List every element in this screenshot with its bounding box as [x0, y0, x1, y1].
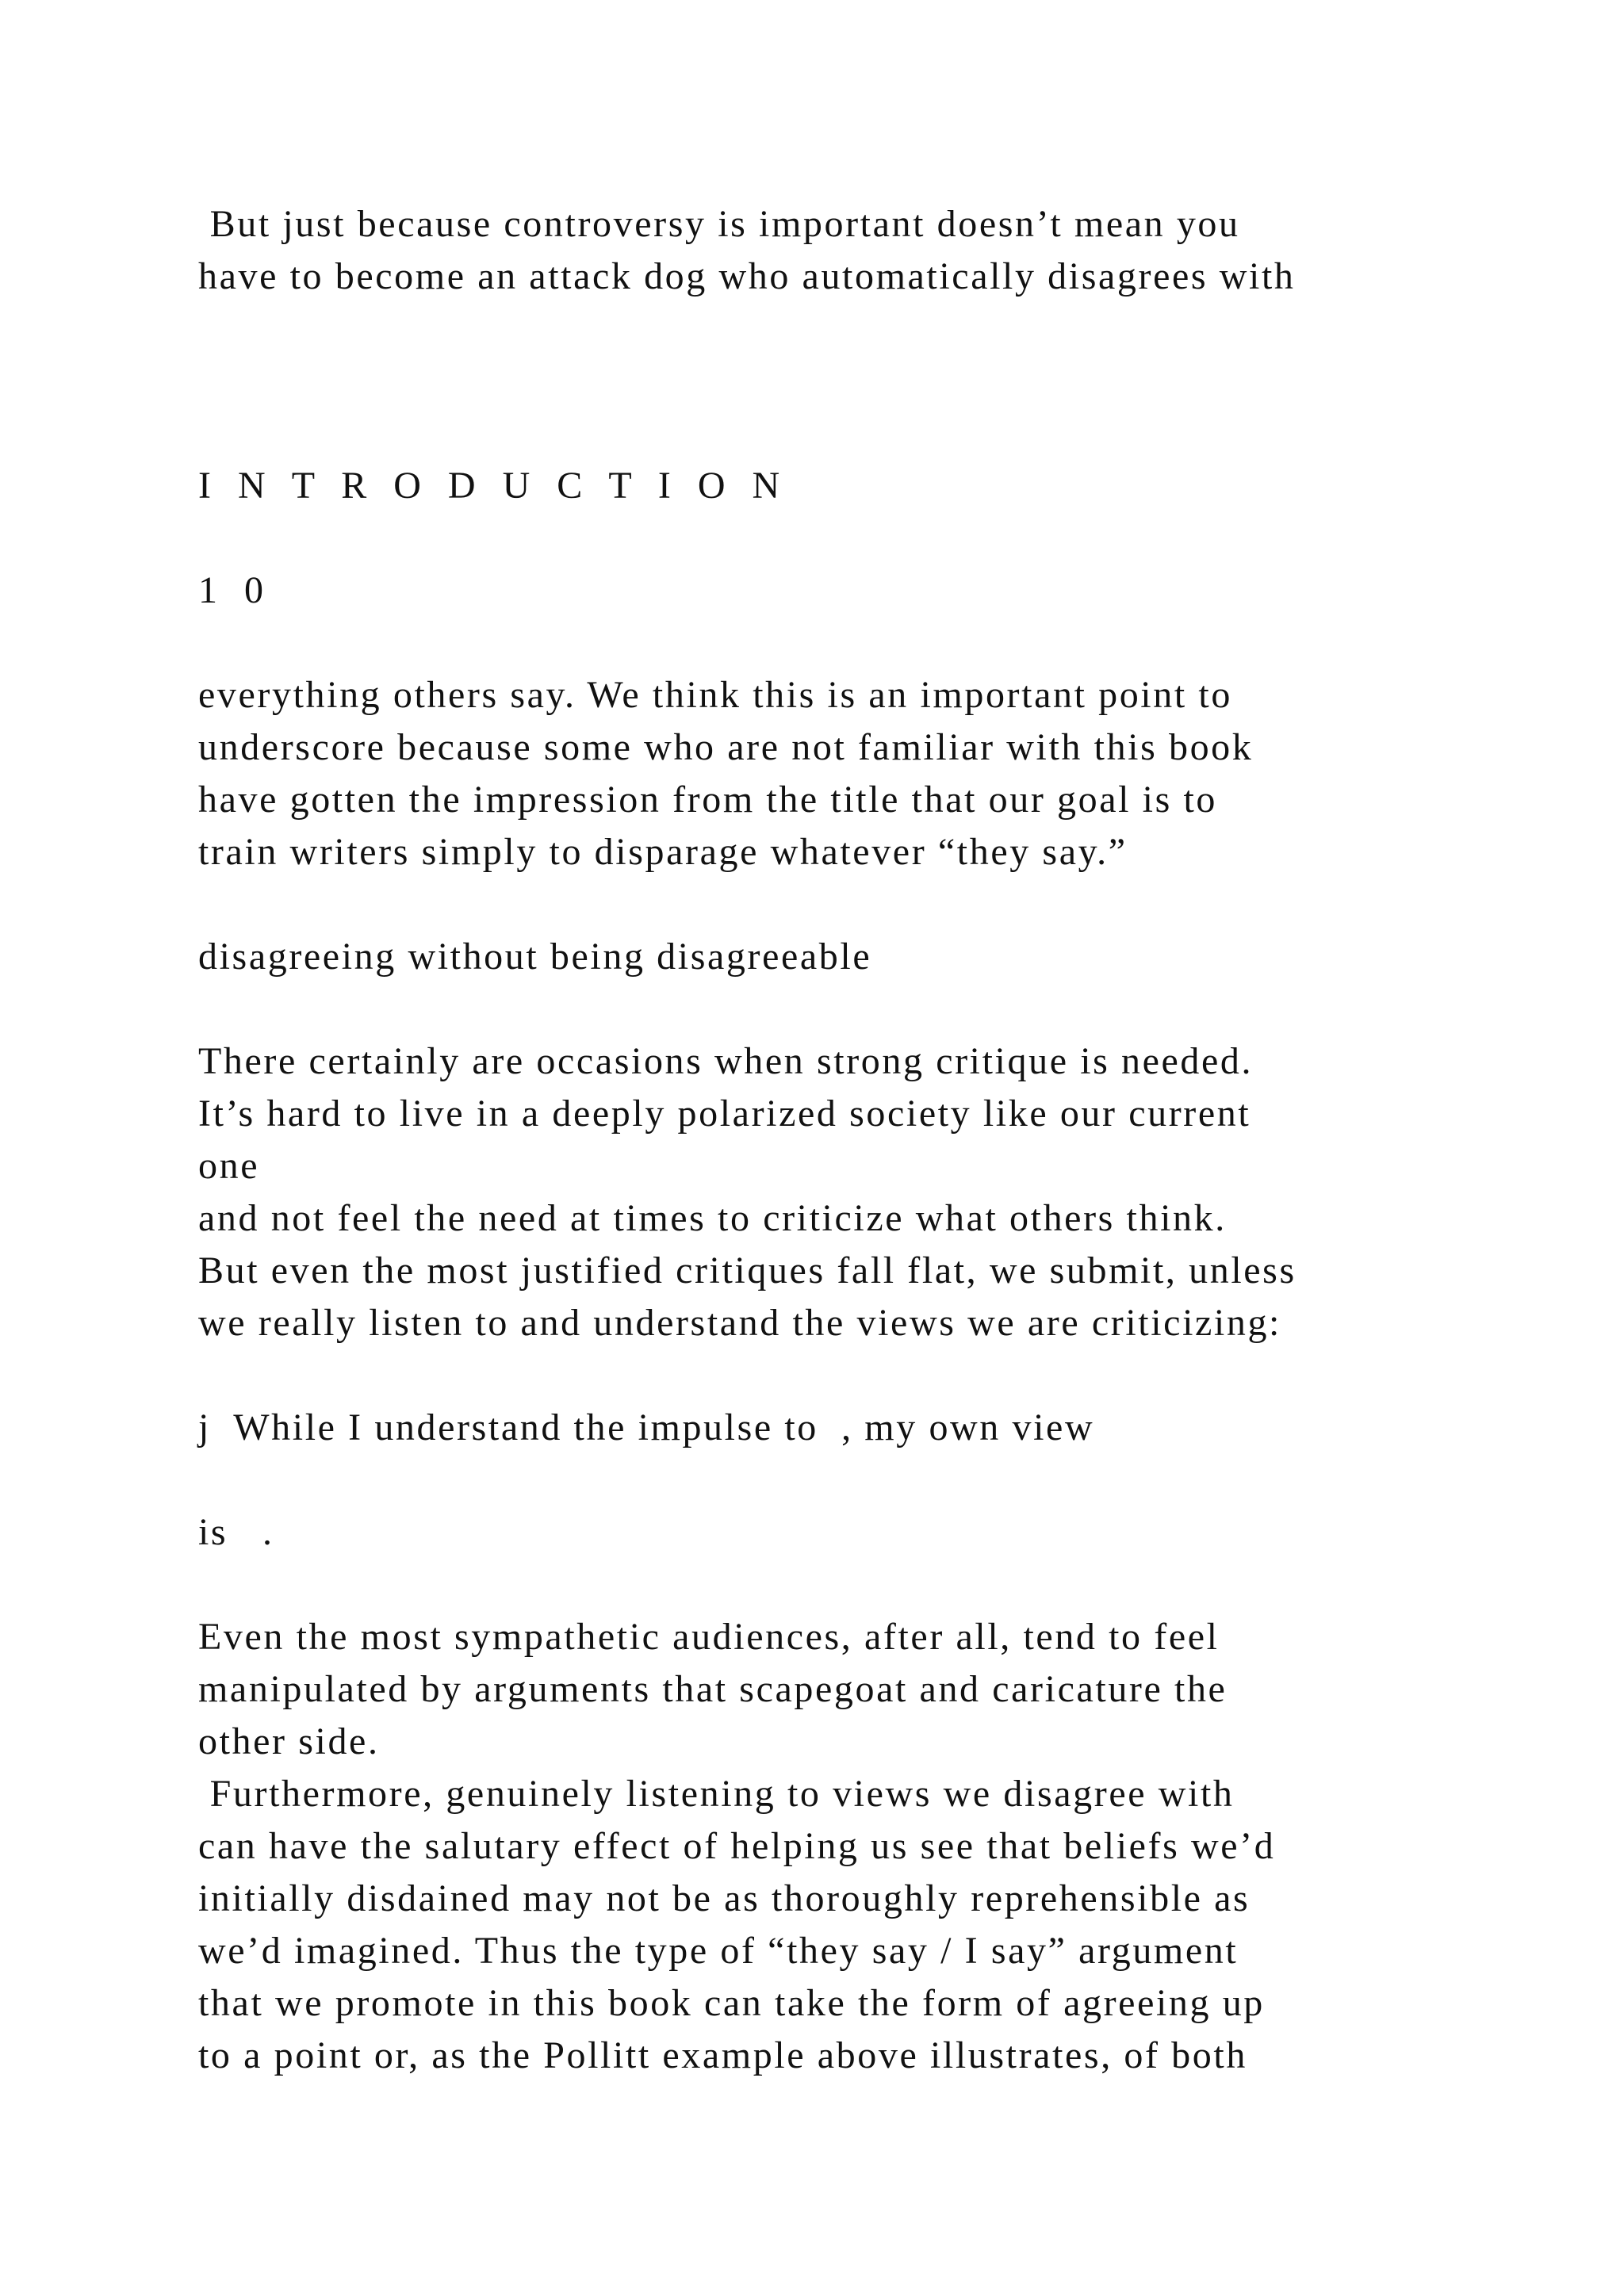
text-line: There certainly are occasions when strong critique is needed. [198, 1040, 1254, 1082]
text-line: initially disdained may not be as thoroughly reprehensible as [198, 1877, 1251, 1919]
text-line: everything others say. We think this is an important point to [198, 674, 1232, 716]
text-line: But even the most justified critiques fall flat, we submit, unless [198, 1249, 1297, 1292]
subheading: disagreeing without being disagreeable [198, 936, 872, 978]
section-heading: I N T R O D U C T I O N [198, 465, 789, 507]
text-line: manipulated by arguments that scapegoat and caricature the [198, 1668, 1228, 1710]
text-line: one [198, 1145, 260, 1187]
text-line: other side. [198, 1720, 380, 1762]
text-line: we really listen to and understand the views we are criticizing: [198, 1302, 1281, 1344]
text-line: train writers simply to disparage whatever “they say.” [198, 831, 1128, 873]
text-line: But just because controversy is important doesn’t mean you [198, 203, 1240, 245]
text-line: and not feel the need at times to criticize what others think. [198, 1197, 1227, 1239]
text-line: underscore because some who are not familiar with this book [198, 726, 1254, 768]
page-number: 1 0 [198, 569, 272, 611]
text-line: that we promote in this book can take the form of agreeing up [198, 1982, 1265, 2024]
text-line: Furthermore, genuinely listening to views we disagree with [198, 1773, 1235, 1815]
text-line: have to become an attack dog who automatically disagrees with [198, 255, 1296, 297]
text-line: Even the most sympathetic audiences, after all, tend to feel [198, 1616, 1220, 1658]
text-line: have gotten the impression from the title that our goal is to [198, 779, 1218, 821]
template-line: j While I understand the impulse to , my own view [198, 1406, 1095, 1448]
template-line: is . [198, 1511, 274, 1553]
text-line: we’d imagined. Thus the type of “they say / I say” argument [198, 1930, 1239, 1972]
text-line: to a point or, as the Pollitt example above illustrates, of both [198, 2034, 1247, 2076]
text-line: It’s hard to live in a deeply polarized society like our current [198, 1093, 1251, 1135]
text-line: can have the salutary effect of helping us see that beliefs we’d [198, 1825, 1276, 1867]
